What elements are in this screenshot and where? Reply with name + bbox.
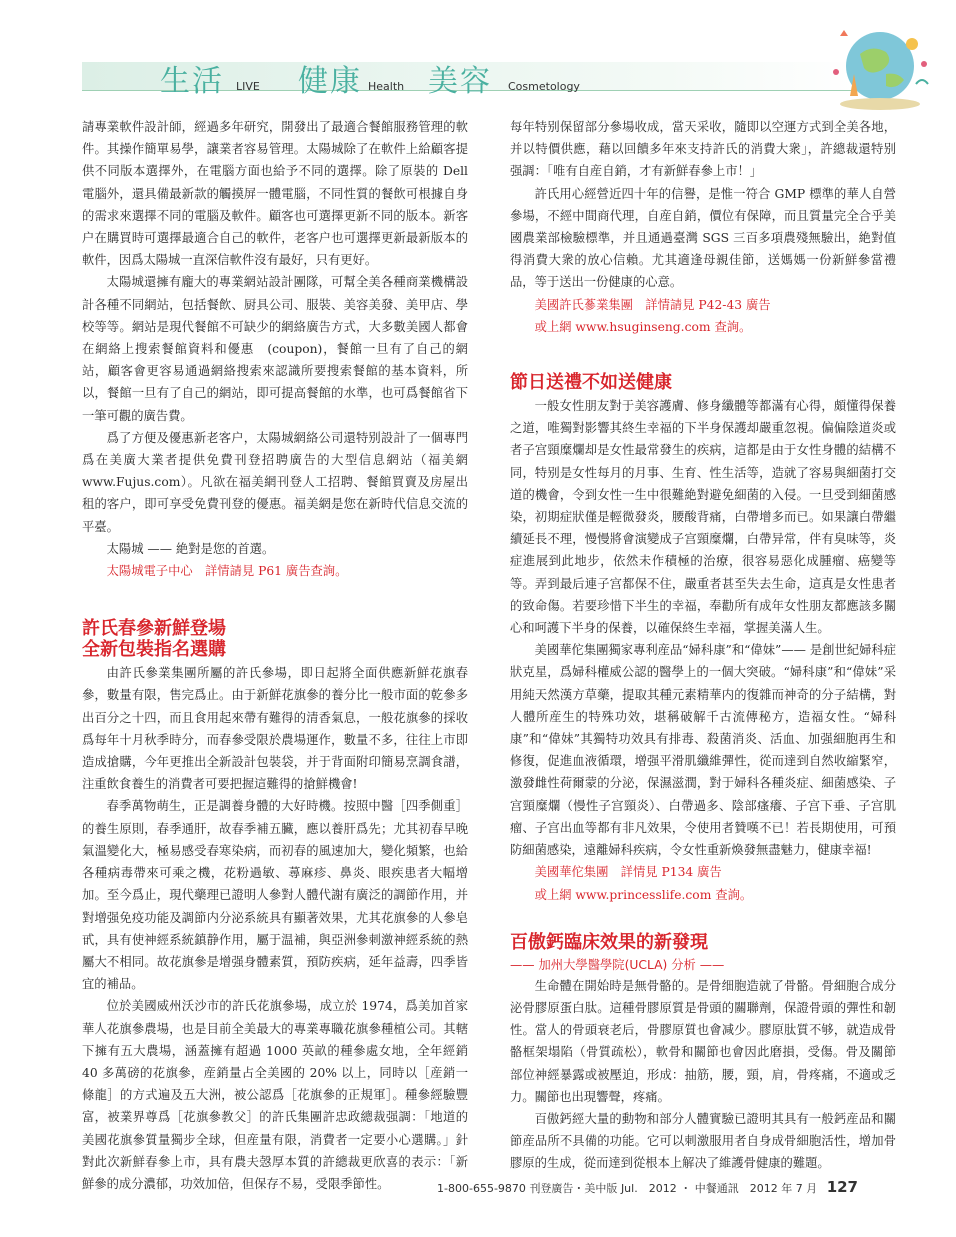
article-heading-line: 百傲鈣臨床效果的新發現 bbox=[510, 931, 708, 953]
body-paragraph: 每年特别保留部分參場收成，當天采收，隨即以空運方式到全美各地，并以特價供應，藉以回饋多年來支持許氏的消費大衆」，許總裁還特别强調：「唯有自産自銷，才有新鮮春參上市！」 bbox=[510, 120, 896, 179]
page-footer bbox=[380, 1178, 858, 1196]
body-paragraph: 請專業軟件設計師，經過多年研究，開發出了最適合餐館服務管理的軟件。其操作簡單易學，讓業者容易管理。太陽城除了在軟件上給顧客提供不同版本選擇外，在電腦方面也給予不同的選擇。除了原裝的 Dell 電腦外，還具備最新款的觸摸屏一體電腦，不同性質的餐飲可根據自身的需求來選擇不同的電腦及軟件。顧客也可選擇更新不同的版本。新客户在購買時可選擇最適合自己的軟件，老客户也可選擇更新最新版本的軟件，因爲太陽城一直深信軟件沒有最好，只有更好。 bbox=[82, 120, 468, 268]
body-paragraph: 美國華佗集團獨家專利産品“婦科康”和“偉妹”—— 是創世紀婦科症狀克星，爲婦科權威公認的醫學上的一個大突破。“婦科康”和“偉妹”采用純天然漢方草藥，提取其種元素精華内的復雜而神奇的分子結構，對人體所産生的特殊功效，堪稱破解千古流傳秘方，造福女性。“婦科康”和“偉妹”其獨特功效具有排毒、殺菌消炎、活血、加强細胞再生和修復，促進血液循環，增强平滑肌纖維彈性，從而達到自然收縮緊窄，激發雌性荷爾蒙的分泌，保濕滋潤，對于婦科各種炎症、細菌感染、子宫頸糜爛（慢性子宫頸炎）、白帶過多、陰部瘙癢、子宫下垂、子宫肌瘤、子宫出血等都有非凡效果，令使用者贊嘆不已！若長期使用，可預防細菌感染，遠離婦科疾病，令女性重新煥發無盡魅力，健康幸福! bbox=[510, 643, 896, 858]
footer-issue-en: Jul. 2012 bbox=[620, 1182, 677, 1195]
body-paragraph: 位於美國威州沃沙市的許氏花旗參場，成立於 1974，爲美加首家華人花旗參農場，也是目前全美最大的專業專職花旗參種植公司。其轄下擁有五大農場，涵蓋擁有超過 1000 英畝的種參處女地，全年經銷 40 多萬磅的花旗參，産銷量占全美國的 20% 以上，同時以［産銷一條龍］的方式遍及五大洲，被公認爲［花旗參的正規軍］。種參經驗豐富，被業界尊爲［花旗參教父］的許氏集團許忠政總裁强調：「地道的美國花旗參質量獨步全球，但産量有限，消費者一定要小心選購。」針對此次新鮮春參上市，具有農夫愨厚本質的許總裁更欣喜的表示：「新鮮參的成分濃郁，功效加倍，但保存不易，受限季節性。 bbox=[82, 999, 468, 1191]
header-beauty-cn: 美容 bbox=[428, 64, 492, 99]
body-paragraph: 春季萬物萌生，正是調養身體的大好時機。按照中醫［四季側重］的養生原則，春季通肝，故春季補五臟，應以養肝爲先；尤其初春早晚氣溫變化大，極易感受春寒染病，而初春的風速加大，變化頻繁，也給各種病毒帶來可乘之機，花粉過敏、蕁麻疹、鼻炎、眼疾患者大幅增加。至今爲止，現代藥理已證明人參對人體代謝有廣泛的調節作用，并對增强免疫功能及調節内分泌系統具有顯著效果，尤其花旗參的人參皂甙，具有使神經系統鎮静作用，屬于温補，與亞洲參刺激神經系統的熱屬大不相同。故花旗參是增强身體素質，預防疾病，延年益壽，四季皆宜的補品。 bbox=[82, 799, 468, 992]
header-life-cn: 生活 bbox=[160, 64, 224, 99]
body-paragraph: 百傲鈣經大量的動物和部分人體實驗已證明其具有一般鈣産品和關節産品所不具備的功能。它可以刺激服用者自身成骨細胞活性，增加骨膠原的生成，從而達到從根本上解决了維護骨健康的難題。 bbox=[510, 1111, 896, 1171]
reference-note: 太陽城電子中心 詳情請見 P61 廣告查詢。 bbox=[106, 564, 348, 579]
article-heading-line: 全新包裝指名選購 bbox=[82, 639, 226, 661]
page-number: 127 bbox=[826, 1178, 858, 1196]
footer-publication: 刊登廣告・美中版 bbox=[529, 1182, 618, 1195]
body-paragraph: 生命體在開始時是無骨骼的。是骨细胞造就了骨骼。骨細胞合成分泌骨膠原蛋白肽。這種骨膠原質是骨頭的關聯劑，保證骨頭的彈性和韌性。當人的骨頭衰老后，骨膠原質也會减少。膠原肽質不够，就造成骨骼框架塌陷（骨質疏松），軟骨和關節也會因此磨損，受傷。骨及關節部位神經暴露或被壓迫，形成：抽筋，腰，頸，肩，骨疼痛，不適或乏力。關節也出現響聲，疼痛。 bbox=[510, 978, 896, 1104]
reference-note: 或上網 www.hsuginseng.com 查詢。 bbox=[534, 319, 752, 334]
header-health-cn: 健康 bbox=[298, 64, 362, 99]
article-heading bbox=[510, 372, 896, 393]
article-heading bbox=[510, 932, 896, 953]
right-column bbox=[510, 116, 896, 1175]
footer-separator: ・ bbox=[680, 1182, 692, 1195]
body-paragraph: 由許氏參業集團所屬的許氏參場，即日起將全面供應新鮮花旗春參，數量有限，售完爲止。由于新鮮花旗參的養分比一般市面的乾參多出百分之十四，而且食用起來帶有難得的清香氣息，一般花旗參的採收爲每年十月秋季時分，而春參受限於農場運作，數量不多，往往上市即造成搶購，今年更推出全新設計包裝袋，并于背面附印簡易烹調食譜，注重飲食養生的消費者可要把握這難得的搶鮮機會! bbox=[82, 666, 468, 792]
footer-phone: 1-800-655-9870 bbox=[437, 1182, 526, 1195]
body-paragraph: 太陽城還擁有龐大的專業網站設計團隊，可幫全美各種商業機構設計各種不同網站，包括餐飲、厨具公司、服裝、美容美發、美甲店、學校等等。網站是現代餐館不可缺少的網絡廣告方式，大多數美國人都會在網絡上搜索餐館資料和優惠 (coupon)，餐館一旦有了自己的網站，顧客會更容易通過網絡搜索來認識所要搜索餐館的基本資料，所以，餐館一旦有了自己的網站，即可提高餐館的水準，也可爲餐館省下一筆可觀的廣告費。 bbox=[82, 275, 468, 423]
footer-issue-cn: 中餐通訊 2012 年 7 月 bbox=[694, 1182, 818, 1195]
body-paragraph: 一般女性朋友對于美容護膚、修身纖體等都滿有心得，頗懂得保養之道，唯獨對影響其終生幸福的下半身保護却嚴重忽視。偏偏陰道炎或者子宫頸糜爛却是女性最常發生的疾病，這都是由于女性身體的結構不同，特别是女性每月的月事、生育、性生活等，造就了容易與細菌打交道的機會，令到女性一生中很難絶對避免細菌的入侵。一旦受到細菌感染，初期症狀僅是輕微發炎，腰酸背痛，白帶增多而已。如果讓白帶繼續延長不理，慢慢將會演變成子宫頸糜爛，白帶异常，伴有臭味等，炎症進展到此地步，依然未作積極的治療，很容易惡化成腫瘤、癌變等等。弄到最后連子宫都保不住，嚴重者甚至失去生命，這真是女性患者的致命傷。若要珍惜下半生的幸福，奉勸所有成年女性朋友都應該多關心和呵護下半身的保養，以確保終生幸福，掌握美滿人生。 bbox=[510, 399, 896, 636]
body-paragraph: 許氏用心經營近四十年的信譽，是惟一符合 GMP 標準的華人自營參場，不經中間商代理，自産自銷，價位有保障，而且質量完全合乎美國農業部檢驗標準，并且通過臺灣 SGS 三百多項農殘無驗出，絶對值得消費大衆的放心信賴。尤其適逢母親佳節，送媽媽一份新鮮參當禮品，等于送出一份健康的心意。 bbox=[510, 186, 896, 290]
header-life-en: LIVE bbox=[236, 80, 260, 93]
reference-note: 美國許氏蔘業集團 詳情請見 P42-43 廣告 bbox=[534, 297, 771, 312]
reference-note: 或上網 www.princesslife.com 查詢。 bbox=[534, 887, 753, 902]
globe-illustration-icon bbox=[820, 14, 940, 114]
left-column bbox=[82, 116, 468, 1195]
reference-note: 美國華佗集團 詳情見 P134 廣告 bbox=[534, 865, 722, 880]
header-health-en: Health bbox=[368, 80, 405, 93]
header-beauty-en: Cosmetology bbox=[508, 80, 580, 93]
body-paragraph: 太陽城 —— 絶對是您的首選。 bbox=[106, 541, 275, 556]
article-heading-line: 節日送禮不如送健康 bbox=[510, 372, 672, 394]
article-heading-line: 許氏春參新鮮登場 bbox=[82, 618, 226, 640]
body-paragraph: 爲了方便及優惠新老客户，太陽城網絡公司還特别設計了一個專門爲在美廣大業者提供免費刊登招聘廣告的大型信息網站（福美網 www.Fujus.com）。凡欲在福美網刊登人工招聘、餐館買賣及房屋出租的客户，即可享受免費刊登的優惠。福美網是您在新時代信息交流的平臺。 bbox=[82, 430, 468, 534]
article-heading bbox=[82, 618, 468, 660]
article-subheading: —— 加州大學醫學院(UCLA) 分析 —— bbox=[510, 957, 725, 972]
